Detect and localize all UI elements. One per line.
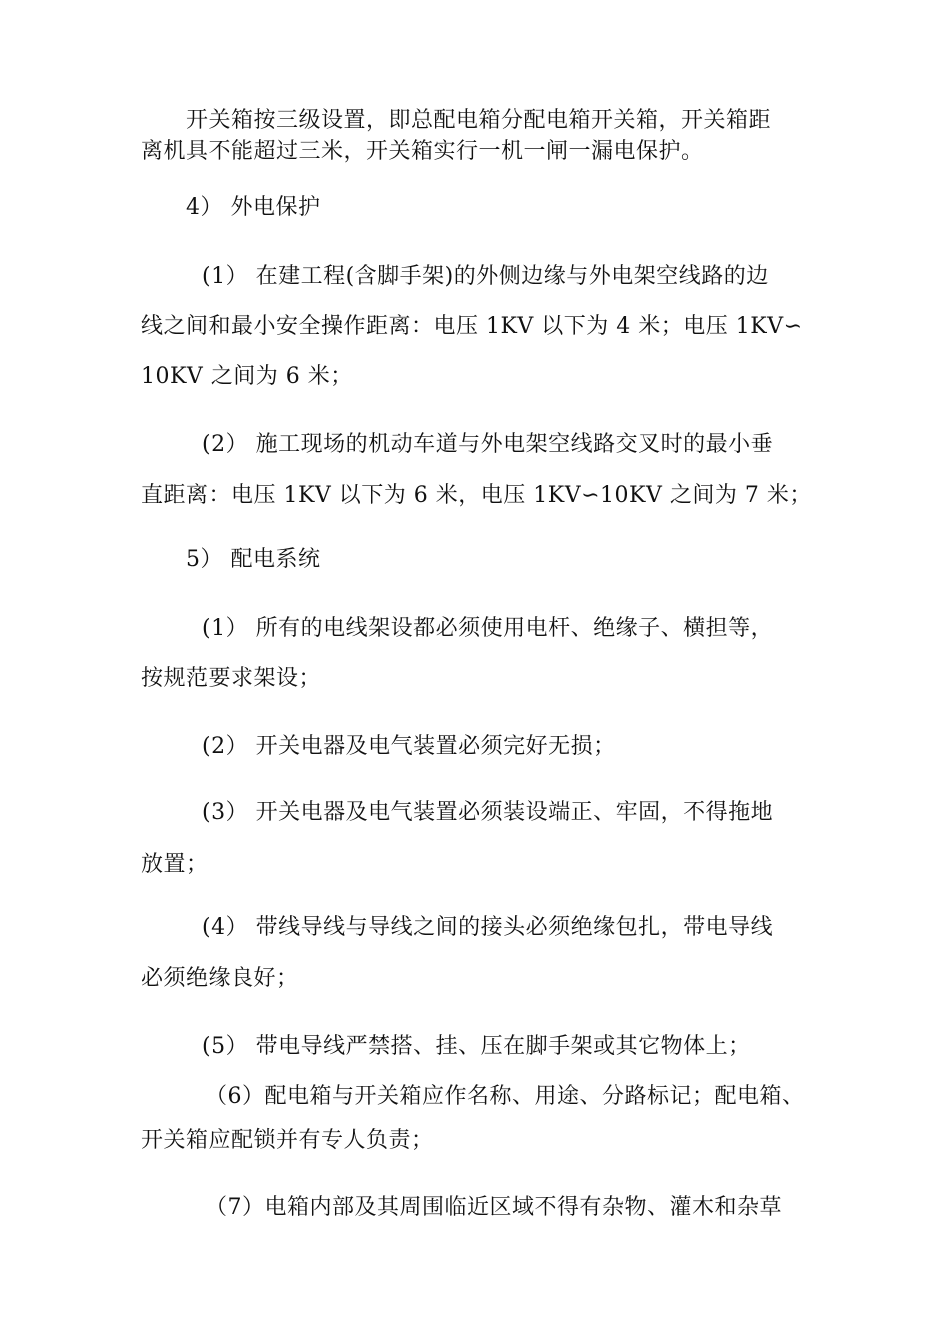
list-item-line: （6）配电箱与开关箱应作名称、用途、分路标记；配电箱、 xyxy=(205,1084,805,1109)
list-item-line: 按规范要求架设； xyxy=(141,666,322,691)
list-item-line: 直距离：电压 1KV 以下为 6 米，电压 1KV∽10KV 之间为 7 米； xyxy=(141,483,812,508)
list-item-line: （7）电箱内部及其周围临近区域不得有杂物、灌木和杂草 xyxy=(205,1195,782,1220)
list-item-line: (2） 施工现场的机动车道与外电架空线路交叉时的最小垂 xyxy=(202,432,774,457)
list-item-line: (1） 在建工程(含脚手架)的外侧边缘与外电架空线路的边 xyxy=(202,264,769,289)
section-heading-distribution-system: 5） 配电系统 xyxy=(186,547,321,572)
list-item-line: 必须绝缘良好； xyxy=(141,966,299,991)
list-item-line: 线之间和最小安全操作距离：电压 1KV 以下为 4 米；电压 1KV∽ xyxy=(141,314,803,339)
list-item-line: 放置； xyxy=(141,852,209,877)
list-item-line: (3） 开关电器及电气装置必须装设端正、牢固，不得拖地 xyxy=(202,800,774,825)
list-item-line: 开关箱应配锁并有专人负责； xyxy=(141,1128,434,1153)
paragraph-line-2: 离机具不能超过三米，开关箱实行一机一闸一漏电保护。 xyxy=(141,139,704,164)
paragraph-line-1: 开关箱按三级设置，即总配电箱分配电箱开关箱，开关箱距 xyxy=(186,108,772,133)
list-item-line: (1） 所有的电线架设都必须使用电杆、绝缘子、横担等， xyxy=(202,616,774,641)
list-item-line: (4） 带线导线与导线之间的接头必须绝缘包扎，带电导线 xyxy=(202,915,774,940)
section-heading-external-power: 4） 外电保护 xyxy=(186,195,321,220)
list-item-line: (5） 带电导线严禁搭、挂、压在脚手架或其它物体上； xyxy=(202,1034,751,1059)
list-item-line: 10KV 之间为 6 米； xyxy=(141,364,353,389)
list-item-line: (2） 开关电器及电气装置必须完好无损； xyxy=(202,734,616,759)
